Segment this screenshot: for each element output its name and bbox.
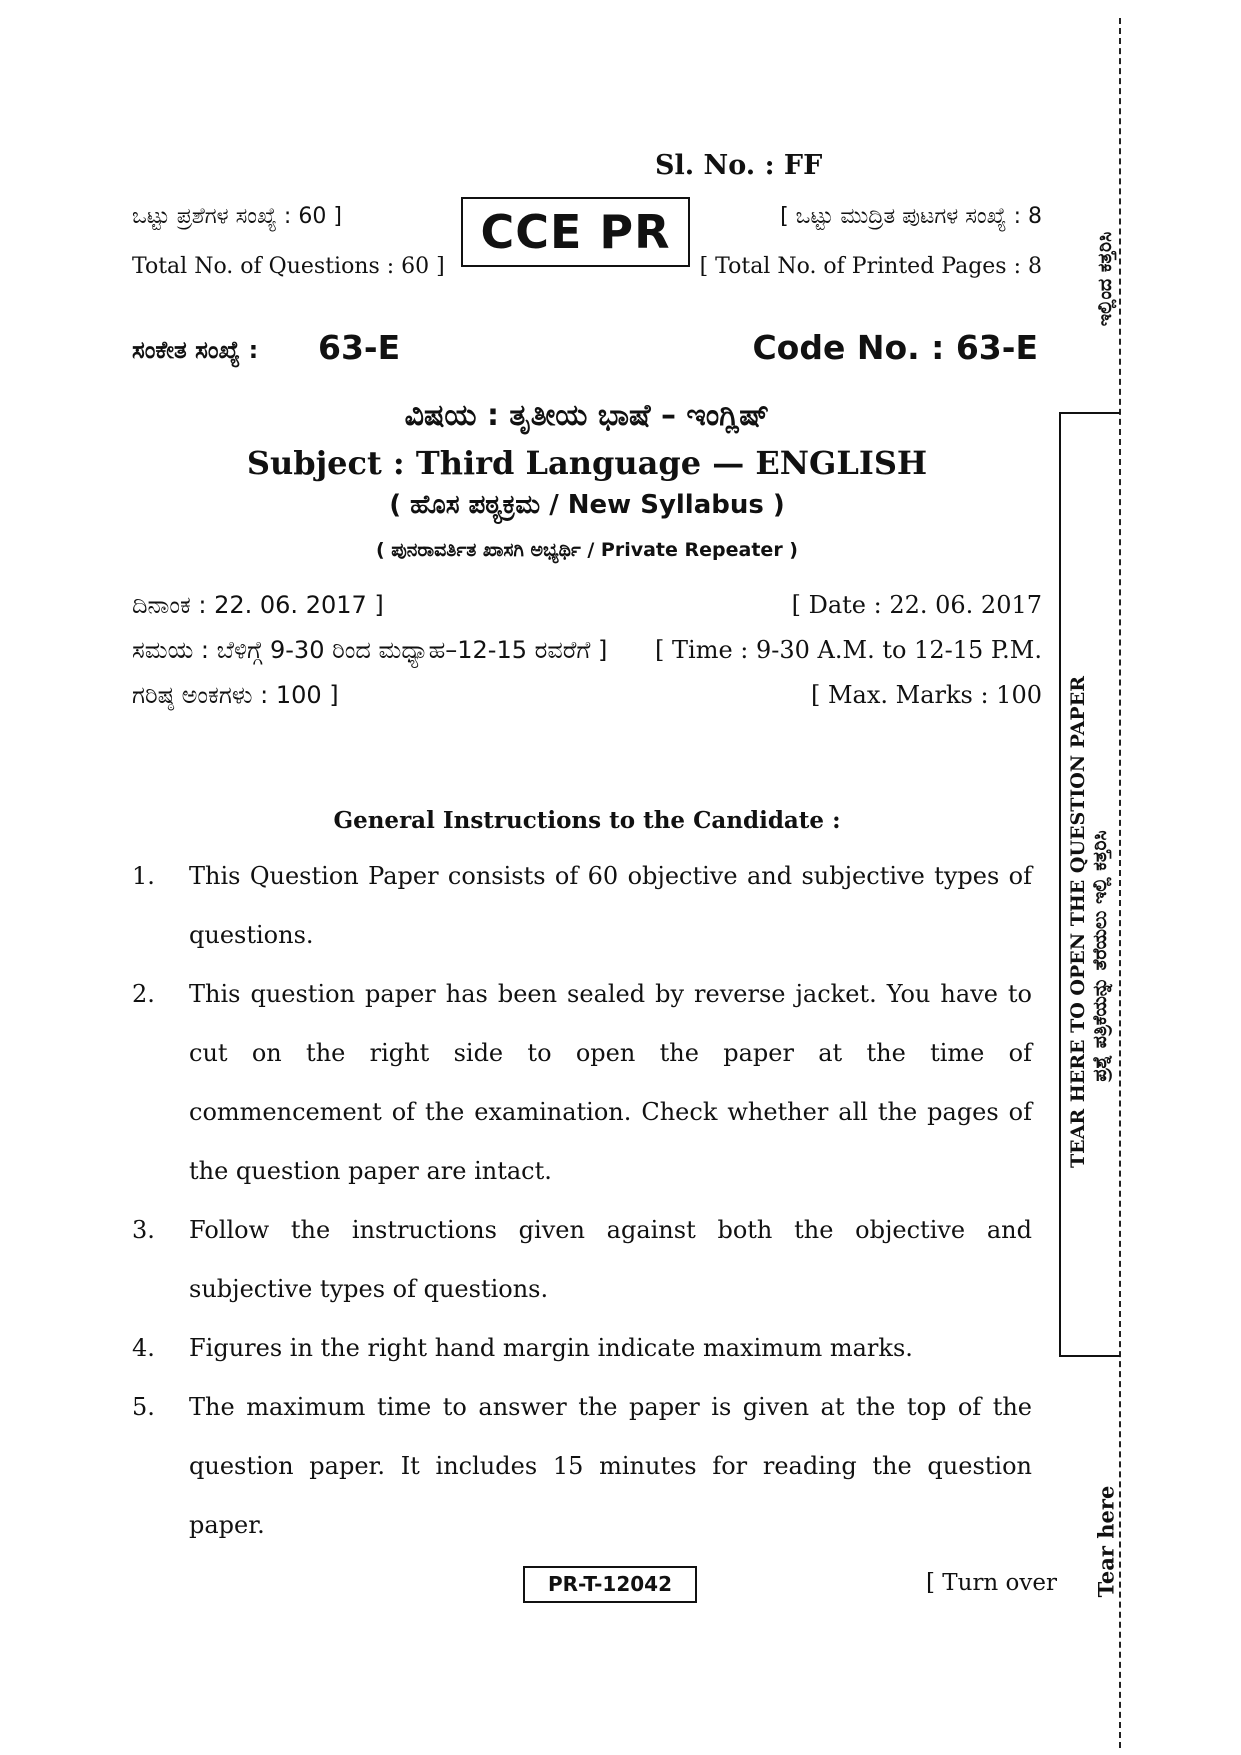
tear-to-open-kannada-label: ಪ್ರಶ್ನೆ ಪತ್ರಿಕೆಯನ್ನು ತೆರೆಯಲು ಇಲ್ಲಿ ಕತ್ತರಿಸಿ xyxy=(1089,830,1111,1082)
code-number-kannada-label: ಸಂಕೇತ ಸಂಖ್ಯೆ : xyxy=(132,336,259,364)
tear-to-open-label: TEAR HERE TO OPEN THE QUESTION PAPER xyxy=(1067,676,1089,1168)
max-marks-english: [ Max. Marks : 100 xyxy=(810,681,1042,709)
subject-kannada: ವಿಷಯ : ತೃತೀಯ ಭಾಷೆ – ಇಂಗ್ಲಿಷ್ xyxy=(404,398,770,433)
serial-number: Sl. No. : FF xyxy=(655,150,823,181)
printed-pages-english: [ Total No. of Printed Pages : 8 xyxy=(699,254,1042,279)
tear-here-label: Tear here xyxy=(1093,1485,1119,1598)
instruction-text: The maximum time to answer the paper is given at the top of the question paper. It includes 15 minutes for reading the question paper. xyxy=(189,1393,1032,1539)
date-kannada: ದಿನಾಂಕ : 22. 06. 2017 ] xyxy=(132,591,384,619)
date-english: [ Date : 22. 06. 2017 xyxy=(791,591,1042,619)
candidate-type-label: ( ಪುನರಾವರ್ತಿತ ಖಾಸಗಿ ಅಭ್ಯರ್ಥಿ / Private Repeater ) xyxy=(376,539,798,561)
instructions-title: General Instructions to the Candidate : xyxy=(333,807,841,834)
total-questions-kannada: ಒಟ್ಟು ಪ್ರಶೆಗಳ ಸಂಖ್ಯೆ : 60 ] xyxy=(132,204,342,229)
max-marks-kannada: ಗರಿಷ್ಠ ಅಂಕಗಳು : 100 ] xyxy=(132,681,339,709)
instruction-number: 1. xyxy=(132,862,155,890)
instruction-text: Follow the instructions given against both the objective and subjective types of questions. xyxy=(189,1216,1032,1303)
code-number-kannada-value: 63-E xyxy=(318,328,401,367)
printed-pages-kannada: [ ಒಟ್ಟು ಮುದ್ರಿತ ಪುಟಗಳ ಸಂಖ್ಯೆ : 8 xyxy=(780,204,1042,229)
syllabus-label: ( ಹೊಸ ಪಠ್ಯಕ್ರಮ / New Syllabus ) xyxy=(389,490,785,520)
instruction-number: 5. xyxy=(132,1393,155,1421)
instruction-number: 2. xyxy=(132,980,155,1008)
instruction-text: Figures in the right hand margin indicate maximum marks. xyxy=(189,1334,913,1362)
turn-over-label: [ Turn over xyxy=(926,1570,1058,1596)
instruction-number: 4. xyxy=(132,1334,155,1362)
instruction-number: 3. xyxy=(132,1216,155,1244)
time-kannada: ಸಮಯ : ಬೆಳಿಗ್ಗೆ 9-30 ರಿಂದ ಮಧ್ಯಾಹ–12-15 ರವರೆಗೆ ] xyxy=(132,636,608,664)
exam-code-box: CCE PR xyxy=(461,197,690,267)
instruction-text: This question paper has been sealed by reverse jacket. You have to cut on the right side to open the paper at the time of commencement of the examination. Check whether all the pages of the question paper are intact. xyxy=(189,980,1032,1185)
time-english: [ Time : 9-30 A.M. to 12-15 P.M. xyxy=(655,636,1042,664)
subject-title: Subject : Third Language — ENGLISH xyxy=(246,444,928,482)
code-number-english: Code No. : 63-E xyxy=(752,328,1038,367)
cut-here-kannada-label: ಇಲ್ಲಿಂದ ಕತ್ತರಿಸಿ xyxy=(1094,231,1116,327)
instruction-text: This Question Paper consists of 60 objective and subjective types of questions. xyxy=(189,862,1032,949)
paper-code-box: PR-T-12042 xyxy=(523,1566,697,1603)
total-questions-english: Total No. of Questions : 60 ] xyxy=(132,254,445,279)
